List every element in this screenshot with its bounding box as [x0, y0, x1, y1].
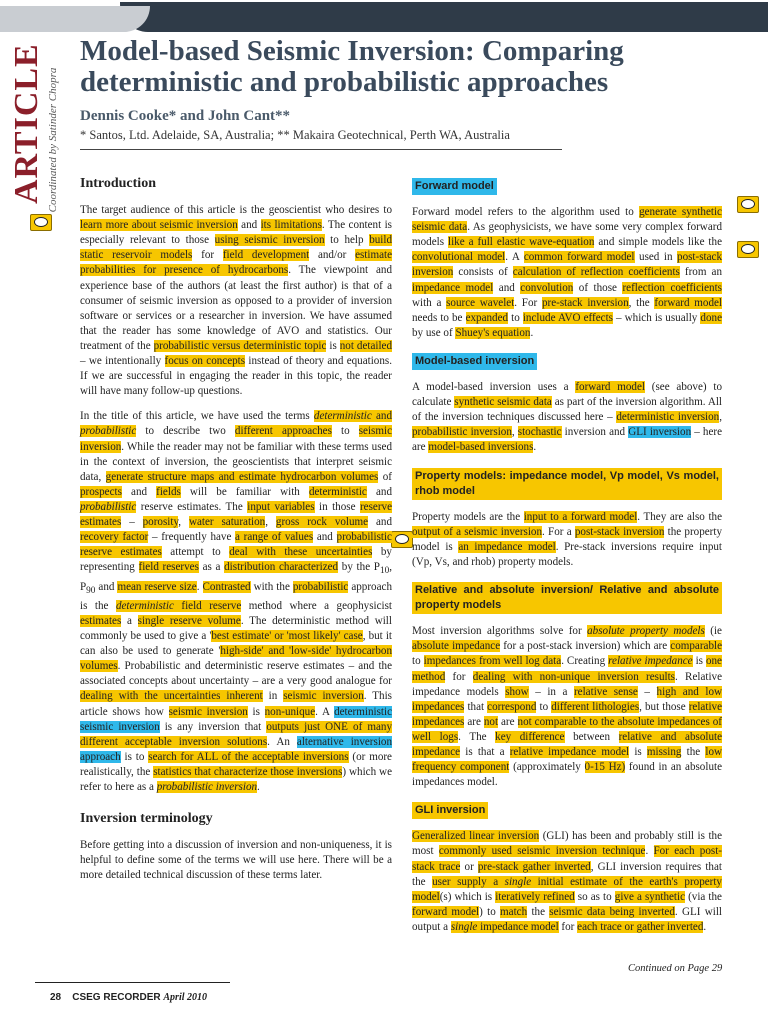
property-models-heading: Property models: impedance model, Vp model, Vs model, rhob model: [412, 468, 722, 500]
magazine-name: CSEG RECORDER: [72, 992, 161, 1003]
intro-paragraph-1: The target audience of this article is the geoscientist who desires to learn more about seismic inversion and its limitations. The content is especially relevant to those using seismic inversion to help build static reservoir models for field development and/or estimate probabilities for presence of hydrocarbons. The viewpoint and experience base of the authors (at least the first author) is that of a consumer of seismic inversion as opposed to a provider of inversion software or services or a researcher in inversion. We have assumed that the reader has some knowledge of AVO and statistics. Our treatment of the probabilistic versus deterministic topic is not detailed – we intentionally focus on concepts instead of theory and equations. If we are successful in engaging the reader in this topic, the reader will have many follow-up questions.: [80, 204, 393, 398]
relative-absolute-paragraph: Most inversion algorithms solve for absolute property models (ie absolute impedance for a post-stack inversion) which are comparable to impedances from well log data. Creating relative impedance is one method for dealing with non-unique inversion results. Relative impedance models show – in a relative sense – high and low impedances that correspond to different lithologies, but those relative impedances are not are not comparable to the absolute impedances of well logs. The key difference between relative and absolute impedance is that a relative impedance model is missing the low frequency component (approximately 0-15 Hz) found in an absolute impedances model.: [412, 625, 723, 789]
model-based-heading: Model-based inversion: [412, 353, 537, 370]
article-title: Model-based Seismic Inversion: Comparing deterministic and probabilistic approaches: [80, 35, 624, 98]
forward-model-heading: Forward model: [412, 178, 497, 195]
affiliation: * Santos, Ltd. Adelaide, SA, Australia; ** Makaira Geotechnical, Perth WA, Australia: [80, 128, 510, 142]
relative-absolute-heading: Relative and absolute inversion/ Relative and absolute property models: [412, 582, 722, 614]
comment-icon[interactable]: [30, 214, 52, 231]
comment-icon[interactable]: [391, 531, 413, 548]
intro-paragraph-2: In the title of this article, we have used the terms deterministic and probabilistic to describe two different approaches to seismic inversion. While the reader may not be familiar with these terms used in the context of inversion, the geoscientists that interpret seismic data, generate structure maps and estimate hydrocarbon volumes of prospects and fields will be familiar with deterministic and probabilistic reserve estimates. The input variables in those reserve estimates – porosity, water saturation, gross rock volume and recovery factor – frequently have a range of values and probabilistic reserve estimates attempt to deal with these uncertainties by representing field reserves as a distribution characterized by the $P_{10}$, $P_{90}$ and mean reserve size. Contrasted with the probabilistic approach is the deterministic field reserve method where a geophysicist estimates a single reserve volume. The deterministic method will commonly be used to give a 'best estimate' or 'most likely' case, but it can also be used to generate 'high-side' and 'low-side' hydrocarbon volumes. Probabilistic and deterministic reserve estimates – and the associated concepts about uncertainty – are a very good analogue for dealing with the uncertainties inherent in seismic inversion. This article shows how seismic inversion is non-unique. A deterministic seismic inversion is any inversion that outputs just ONE of many different acceptable inversion solutions. An alternative inversion approach is to search for ALL of the acceptable inversions (or more realistically, the statistics that characterize those inversions) which we refer to here as a probabilistic inversion.: [80, 410, 393, 793]
comment-icon[interactable]: [737, 196, 759, 213]
intro-heading: Introduction: [80, 176, 156, 191]
model-based-paragraph: A model-based inversion uses a forward model (see above) to calculate synthetic seismic data as part of the inversion algorithm. All of the inversion techniques discussed here – deterministic inversion, probabilistic inversion, stochastic inversion and GLI inversion – here are model-based inversions.: [412, 381, 723, 454]
footer: [50, 992, 207, 1003]
banner-light: [0, 6, 150, 32]
issue-date: April 2010: [163, 992, 208, 1003]
gli-heading: GLI inversion: [412, 802, 488, 819]
authors: Dennis Cooke* and John Cant**: [80, 108, 291, 124]
page-number: 28: [50, 992, 62, 1003]
top-banner: [0, 0, 768, 34]
terminology-heading: Inversion terminology: [80, 811, 213, 827]
continued-note: Continued on Page 29: [628, 963, 723, 974]
terminology-paragraph: Before getting into a discussion of inversion and non-uniqueness, it is helpful to define some of the terms we will use here. There will be a more detailed technical discussion of these terms later.: [80, 839, 392, 882]
article-label: ARTICLE: [8, 43, 45, 204]
header-rule: [80, 149, 562, 150]
comment-icon[interactable]: [737, 241, 759, 258]
gli-paragraph: Generalized linear inversion (GLI) has been and probably still is the most commonly used seismic inversion technique. For each post-stack trace or pre-stack gather inverted, GLI inversion requires that the user supply a single initial estimate of the earth's property model(s) which is iteratively refined so as to give a synthetic (via the forward model) to match the seismic data being inverted. GLI will output a single impedance model for each trace or gather inverted.: [412, 830, 722, 933]
side-label: [8, 40, 74, 230]
left-column: [80, 176, 392, 893]
forward-model-paragraph: Forward model refers to the algorithm used to generate synthetic seismic data. As geophysicists, we have some very complex forward models like a full elastic wave-equation and simple models like the convolutional model. A common forward model used in post-stack inversion consists of calculation of reflection coefficients from an impedance model and convolution of those reflection coefficients with a source wavelet. For pre-stack inversion, the forward model needs to be expanded to include AVO effects – which is usually done by use of Shuey's equation.: [412, 206, 722, 339]
coordinator-label: Coordinated by Satinder Chopra: [47, 67, 59, 213]
footer-rule: [35, 982, 230, 983]
right-column: [412, 176, 722, 945]
banner-dark: [120, 2, 768, 32]
property-models-paragraph: Property models are the input to a forward model. They are also the output of a seismic inversion. For a post-stack inversion the property model is an impedance model. Pre-stack inversions require input (Vp, Vs, and rhob) property models.: [412, 510, 722, 568]
